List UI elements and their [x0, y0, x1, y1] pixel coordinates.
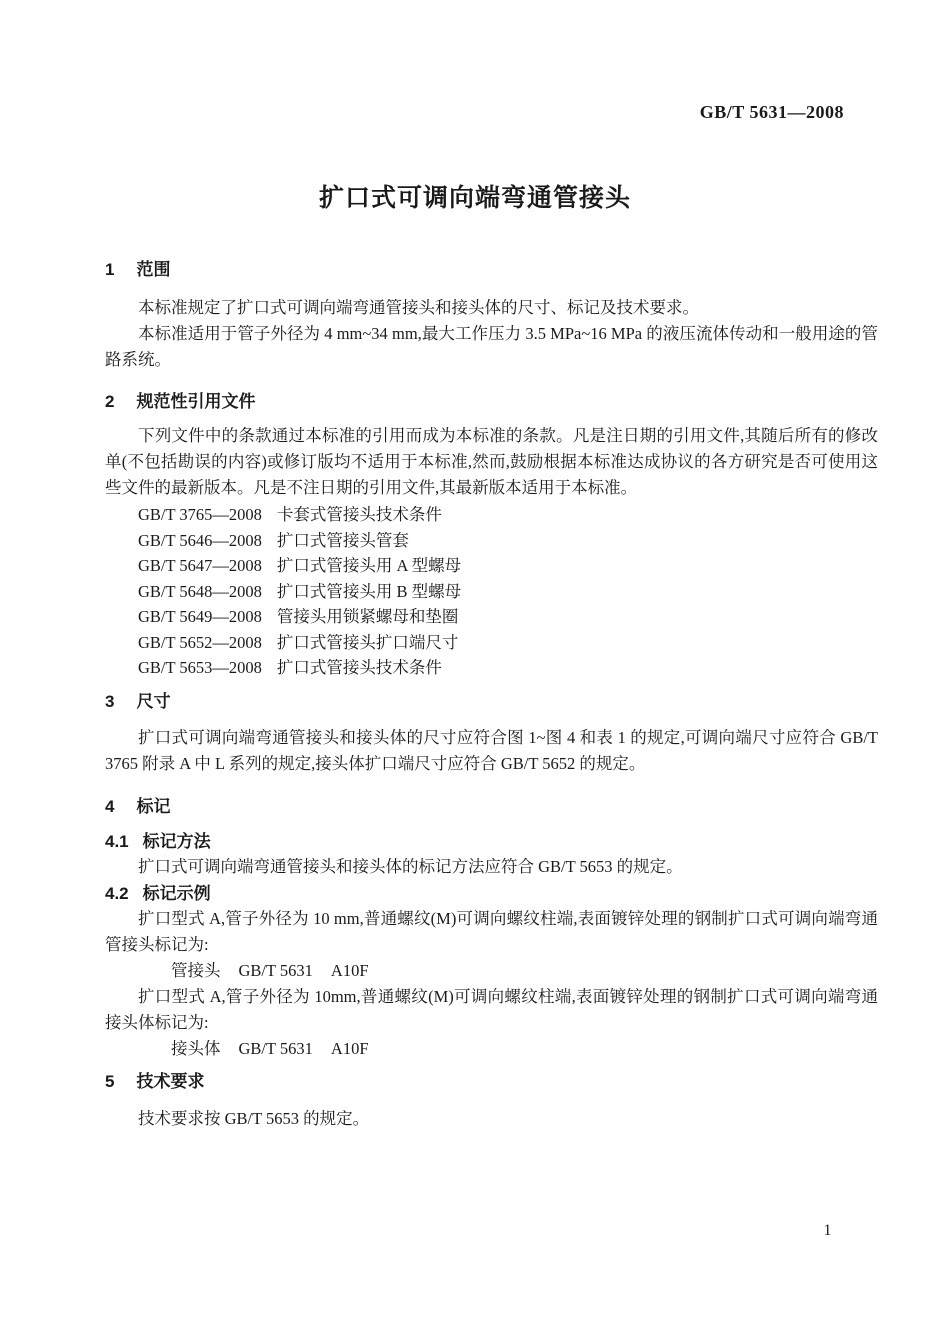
reference-title: 卡套式管接头技术条件 [276, 505, 442, 524]
section-title: 规范性引用文件 [136, 392, 256, 411]
designation-part: GB/T 5631 [238, 1038, 313, 1058]
reference-code: GB/T 5653—2008 [138, 658, 262, 677]
paragraph: 扩口式可调向端弯通管接头和接头体的标记方法应符合 GB/T 5653 的规定。 [138, 856, 683, 876]
reference-code: GB/T 5648—2008 [138, 581, 262, 601]
page-number: 1 [823, 1222, 832, 1239]
reference-code: GB/T 5649—2008 [138, 607, 262, 626]
reference-item [105, 655, 878, 681]
reference-code: GB/T 5652—2008 [138, 632, 262, 652]
reference-title: 管接头用锁紧螺母和垫圈 [276, 607, 459, 626]
section-5-heading [105, 1070, 878, 1094]
designation-part: A10F [330, 960, 369, 980]
designation-part: 接头体 [171, 1038, 221, 1058]
reference-item [105, 630, 878, 656]
section-title: 标记方法 [142, 831, 211, 851]
paragraph: 技术要求按 GB/T 5653 的规定。 [138, 1108, 370, 1128]
reference-code: GB/T 5646—2008 [138, 530, 262, 550]
document-body [105, 0, 878, 1132]
reference-code: GB/T 5647—2008 [138, 556, 262, 575]
example-description: 扩口型式 A,管子外径为 10 mm,普通螺纹(M)可调向螺纹柱端,表面镀锌处理的钢制扩口式可调向端弯通管接头标记为: [105, 908, 878, 954]
section-4-heading [105, 795, 878, 819]
section-4-1-heading [105, 830, 878, 854]
paragraph: 下列文件中的条款通过本标准的引用而成为本标准的条款。凡是注日期的引用文件,其随后所有的修改单(不包括勘误的内容)或修订版均不适用于本标准,然而,鼓励根据本标准达成协议的各方研究是否可使用这些文件的最新版本。凡是不注日期的引用文件,其最新版本适用于本标准。 [105, 426, 878, 497]
reference-title: 扩口式管接头技术条件 [276, 658, 442, 677]
section-number: 1 [105, 260, 115, 279]
designation-example [105, 1036, 878, 1062]
section-title: 尺寸 [136, 691, 171, 711]
reference-title: 扩口式管接头用 A 型螺母 [276, 556, 462, 575]
section-4-2-heading [105, 882, 878, 906]
section-title: 标记示例 [142, 883, 211, 903]
section-number: 4.1 [105, 831, 129, 851]
section-title: 范围 [136, 260, 171, 279]
designation-part: GB/T 5631 [238, 960, 313, 980]
paragraph: 本标准规定了扩口式可调向端弯通管接头和接头体的尺寸、标记及技术要求。 [138, 298, 699, 317]
section-number: 4.2 [105, 883, 129, 903]
designation-part: A10F [330, 1038, 369, 1058]
section-number: 5 [105, 1071, 115, 1091]
designation-example [105, 958, 878, 984]
section-2-heading [105, 390, 878, 414]
reference-item [105, 528, 878, 554]
section-number: 3 [105, 691, 115, 711]
reference-item [105, 553, 878, 579]
reference-code: GB/T 3765—2008 [138, 505, 262, 524]
reference-title: 扩口式管接头管套 [276, 530, 409, 550]
reference-item [105, 604, 878, 630]
reference-item [105, 502, 878, 528]
section-title: 标记 [136, 796, 171, 816]
reference-item [105, 579, 878, 605]
paragraph: 本标准适用于管子外径为 4 mm~34 mm,最大工作压力 3.5 MPa~16 MPa 的液压流体传动和一般用途的管路系统。 [105, 324, 878, 369]
reference-title: 扩口式管接头用 B 型螺母 [276, 581, 462, 601]
section-title: 技术要求 [136, 1071, 205, 1091]
reference-title: 扩口式管接头扩口端尺寸 [276, 632, 459, 652]
section-number: 2 [105, 392, 115, 411]
section-number: 4 [105, 796, 115, 816]
paragraph: 扩口式可调向端弯通管接头和接头体的尺寸应符合图 1~图 4 和表 1 的规定,可调向端尺寸应符合 GB/T 3765 附录 A 中 L 系列的规定,接头体扩口端尺寸应符合 GB/T 5652 的规定。 [105, 727, 878, 773]
standard-code: GB/T 5631—2008 [699, 102, 844, 122]
designation-part: 管接头 [171, 960, 221, 980]
section-1-heading [105, 258, 878, 282]
example-description: 扩口型式 A,管子外径为 10mm,普通螺纹(M)可调向螺纹柱端,表面镀锌处理的钢制扩口式可调向端弯通接头体标记为: [105, 986, 878, 1032]
reference-list [105, 502, 878, 681]
document-title: 扩口式可调向端弯通管接头 [318, 184, 631, 212]
section-3-heading [105, 690, 878, 714]
